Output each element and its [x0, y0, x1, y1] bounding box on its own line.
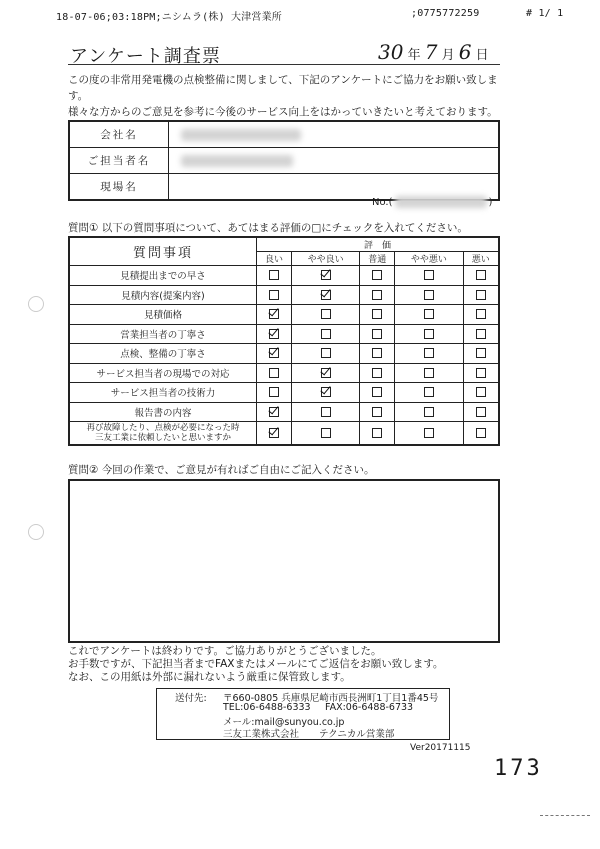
checkbox[interactable] [476, 348, 486, 358]
rating-cell[interactable] [360, 324, 395, 344]
company-field[interactable] [169, 121, 500, 148]
checkbox[interactable] [321, 309, 331, 319]
rating-cell[interactable] [463, 266, 499, 286]
redacted-company [181, 129, 301, 141]
checkbox[interactable] [372, 290, 382, 300]
checkbox[interactable] [321, 290, 331, 300]
checkbox[interactable] [269, 309, 279, 319]
rating-cell[interactable] [257, 285, 292, 305]
fax-page: # 1/ 1 [526, 8, 564, 19]
punch-hole [28, 524, 44, 540]
checkbox[interactable] [269, 428, 279, 438]
rating-header: 評 価 [257, 237, 500, 252]
level-fairly-good: やや良い [292, 252, 360, 266]
rating-cell[interactable] [463, 383, 499, 403]
checkbox[interactable] [269, 270, 279, 280]
rating-cell[interactable] [257, 422, 292, 446]
rating-cell[interactable] [292, 285, 360, 305]
send-company: 三友工業株式会社 [223, 729, 300, 740]
checkbox[interactable] [476, 270, 486, 280]
checkbox[interactable] [321, 348, 331, 358]
send-dept: テクニカル営業部 [319, 729, 395, 740]
checkbox[interactable] [424, 309, 434, 319]
rating-cell[interactable] [292, 324, 360, 344]
survey-row [69, 383, 499, 403]
person-label: ご担当者名 [69, 148, 169, 174]
survey-item-label: 点検、整備の丁寧さ [69, 344, 257, 364]
rating-cell[interactable] [463, 422, 499, 446]
item-header: 質問事項 [69, 237, 257, 266]
send-label: 送付先: [175, 693, 207, 704]
rating-cell[interactable] [360, 344, 395, 364]
title-underline [68, 64, 500, 65]
level-fairly-bad: やや悪い [395, 252, 463, 266]
checkbox[interactable] [476, 368, 486, 378]
rating-cell[interactable] [257, 344, 292, 364]
rating-cell[interactable] [395, 285, 463, 305]
checkbox[interactable] [476, 428, 486, 438]
version-label: Ver20171115 [410, 743, 471, 753]
rating-cell[interactable] [360, 422, 395, 446]
question1-text: 質問① 以下の質問事項について、あてはまる評価の□にチェックを入れてください。 [68, 222, 468, 234]
rating-cell[interactable] [360, 285, 395, 305]
survey-row [69, 285, 499, 305]
survey-item-label: サービス担当者の現場での対応 [69, 363, 257, 383]
page-number: 173 [494, 756, 543, 781]
rating-cell[interactable] [395, 266, 463, 286]
rating-cell[interactable] [360, 266, 395, 286]
checkbox[interactable] [269, 387, 279, 397]
edge-mark [540, 815, 590, 816]
checkbox[interactable] [372, 309, 382, 319]
closing-line: なお、この用紙は外部に漏れないよう厳重に保管致します。 [68, 671, 351, 683]
checkbox[interactable] [372, 387, 382, 397]
survey-table [68, 236, 500, 446]
info-row-company [69, 121, 499, 148]
site-label: 現場名 [69, 174, 169, 201]
checkbox[interactable] [321, 329, 331, 339]
checkbox[interactable] [424, 329, 434, 339]
rating-cell[interactable] [463, 344, 499, 364]
send-to-box [156, 688, 450, 740]
closing-line: お手数ですが、下記担当者までFAXまたはメールにてご返信をお願い致します。 [68, 658, 444, 670]
closing-text [68, 645, 508, 684]
checkbox[interactable] [321, 270, 331, 280]
survey-item-label [69, 422, 257, 446]
redacted-person [181, 155, 293, 167]
rating-cell[interactable] [257, 363, 292, 383]
survey-header-row [69, 237, 499, 252]
checkbox[interactable] [321, 368, 331, 378]
checkbox[interactable] [476, 329, 486, 339]
checkbox[interactable] [424, 407, 434, 417]
item-label-line: 再び故障したり、点検が必要になった時 [86, 423, 240, 433]
checkbox[interactable] [424, 387, 434, 397]
rating-cell[interactable] [292, 422, 360, 446]
rating-cell[interactable] [257, 266, 292, 286]
checkbox[interactable] [269, 368, 279, 378]
checkbox[interactable] [372, 348, 382, 358]
checkbox[interactable] [269, 329, 279, 339]
fax-header [56, 8, 576, 22]
intro-line: 様々な方からのご意見を参考に今後のサービス向上をはかっていきたいと考えております。 [68, 106, 498, 118]
rating-cell[interactable] [292, 402, 360, 422]
person-field[interactable] [169, 148, 500, 174]
survey-item-label: サービス担当者の技術力 [69, 383, 257, 403]
survey-row [69, 422, 499, 446]
intro-line: この度の非常用発電機の点検整備に関しまして、下記のアンケートにご協力をお願い致します。 [68, 74, 498, 102]
year-label: 年 [407, 48, 421, 63]
level-bad: 悪い [463, 252, 499, 266]
survey-row [69, 324, 499, 344]
rating-cell[interactable] [463, 402, 499, 422]
rating-cell[interactable] [395, 305, 463, 325]
form-date [378, 40, 489, 64]
survey-item-label: 見積内容(提案内容) [69, 285, 257, 305]
survey-item-label: 見積提出までの早さ [69, 266, 257, 286]
rating-cell[interactable] [360, 402, 395, 422]
rating-cell[interactable] [395, 402, 463, 422]
company-label: 会社名 [69, 121, 169, 148]
send-tel: TEL:06-6488-6333 [223, 702, 311, 713]
survey-row [69, 305, 499, 325]
level-average: 普通 [360, 252, 395, 266]
rating-cell[interactable] [360, 363, 395, 383]
comment-box[interactable] [68, 479, 500, 643]
checkbox[interactable] [372, 428, 382, 438]
checkbox[interactable] [424, 348, 434, 358]
checkbox[interactable] [424, 428, 434, 438]
rating-cell[interactable] [360, 383, 395, 403]
info-row-person [69, 148, 499, 174]
checkbox[interactable] [424, 290, 434, 300]
rating-cell[interactable] [257, 402, 292, 422]
item-label-line: 三友工業に依頼したいと思いますか [94, 433, 231, 443]
survey-row [69, 266, 499, 286]
checkbox[interactable] [269, 348, 279, 358]
survey-row [69, 402, 499, 422]
rating-cell[interactable] [257, 305, 292, 325]
checkbox[interactable] [269, 407, 279, 417]
number-label: No.( [372, 197, 393, 208]
rating-cell[interactable] [257, 383, 292, 403]
checkbox[interactable] [476, 309, 486, 319]
info-table [68, 120, 500, 201]
checkbox[interactable] [476, 407, 486, 417]
survey-item-label: 報告書の内容 [69, 402, 257, 422]
checkbox[interactable] [372, 329, 382, 339]
form-title: アンケート調査票 [70, 46, 221, 67]
rating-cell[interactable] [292, 344, 360, 364]
send-address: 〒660-0805 兵庫県尼崎市西長洲町1丁目1番45号 [223, 693, 439, 704]
checkbox[interactable] [321, 428, 331, 438]
survey-row [69, 363, 499, 383]
rating-cell[interactable] [395, 363, 463, 383]
checkbox[interactable] [476, 290, 486, 300]
checkbox[interactable] [424, 270, 434, 280]
rating-cell[interactable] [395, 344, 463, 364]
survey-row [69, 344, 499, 364]
checkbox[interactable] [424, 368, 434, 378]
rating-cell[interactable] [257, 324, 292, 344]
rating-cell[interactable] [463, 324, 499, 344]
fax-timestamp: 18-07-06;03:18PM;ニシムラ(株) 大津営業所 [56, 12, 283, 23]
checkbox[interactable] [321, 407, 331, 417]
punch-hole [28, 296, 44, 312]
rating-cell[interactable] [395, 324, 463, 344]
level-good: 良い [257, 252, 292, 266]
rating-cell[interactable] [463, 305, 499, 325]
send-fax: FAX:06-6488-6733 [325, 702, 414, 713]
rating-cell[interactable] [292, 305, 360, 325]
checkbox[interactable] [372, 407, 382, 417]
date-month: 7 [424, 40, 438, 64]
number-field [372, 196, 492, 208]
checkbox[interactable] [372, 368, 382, 378]
rating-cell[interactable] [292, 363, 360, 383]
number-close: ) [488, 197, 493, 208]
rating-cell[interactable] [360, 305, 395, 325]
date-year: 30 [378, 40, 404, 64]
survey-item-label: 見積価格 [69, 305, 257, 325]
rating-cell[interactable] [463, 285, 499, 305]
rating-cell[interactable] [395, 383, 463, 403]
survey-item-label: 営業担当者の丁寧さ [69, 324, 257, 344]
rating-cell[interactable] [292, 383, 360, 403]
send-mail: メール:mail@sunyou.co.jp [223, 717, 345, 728]
checkbox[interactable] [372, 270, 382, 280]
closing-line: これでアンケートは終わりです。ご協力ありがとうございました。 [68, 645, 382, 657]
checkbox[interactable] [269, 290, 279, 300]
redacted-number [395, 196, 487, 208]
day-label: 日 [475, 48, 489, 63]
rating-cell[interactable] [395, 422, 463, 446]
month-label: 月 [441, 48, 455, 63]
intro-text [68, 72, 508, 120]
date-day: 6 [458, 40, 472, 64]
question2-text: 質問② 今回の作業で、ご意見が有ればご自由にご記入ください。 [68, 464, 375, 476]
rating-cell[interactable] [292, 266, 360, 286]
rating-cell[interactable] [463, 363, 499, 383]
fax-phone: ;0775772259 [411, 8, 480, 19]
checkbox[interactable] [476, 387, 486, 397]
checkbox[interactable] [321, 387, 331, 397]
